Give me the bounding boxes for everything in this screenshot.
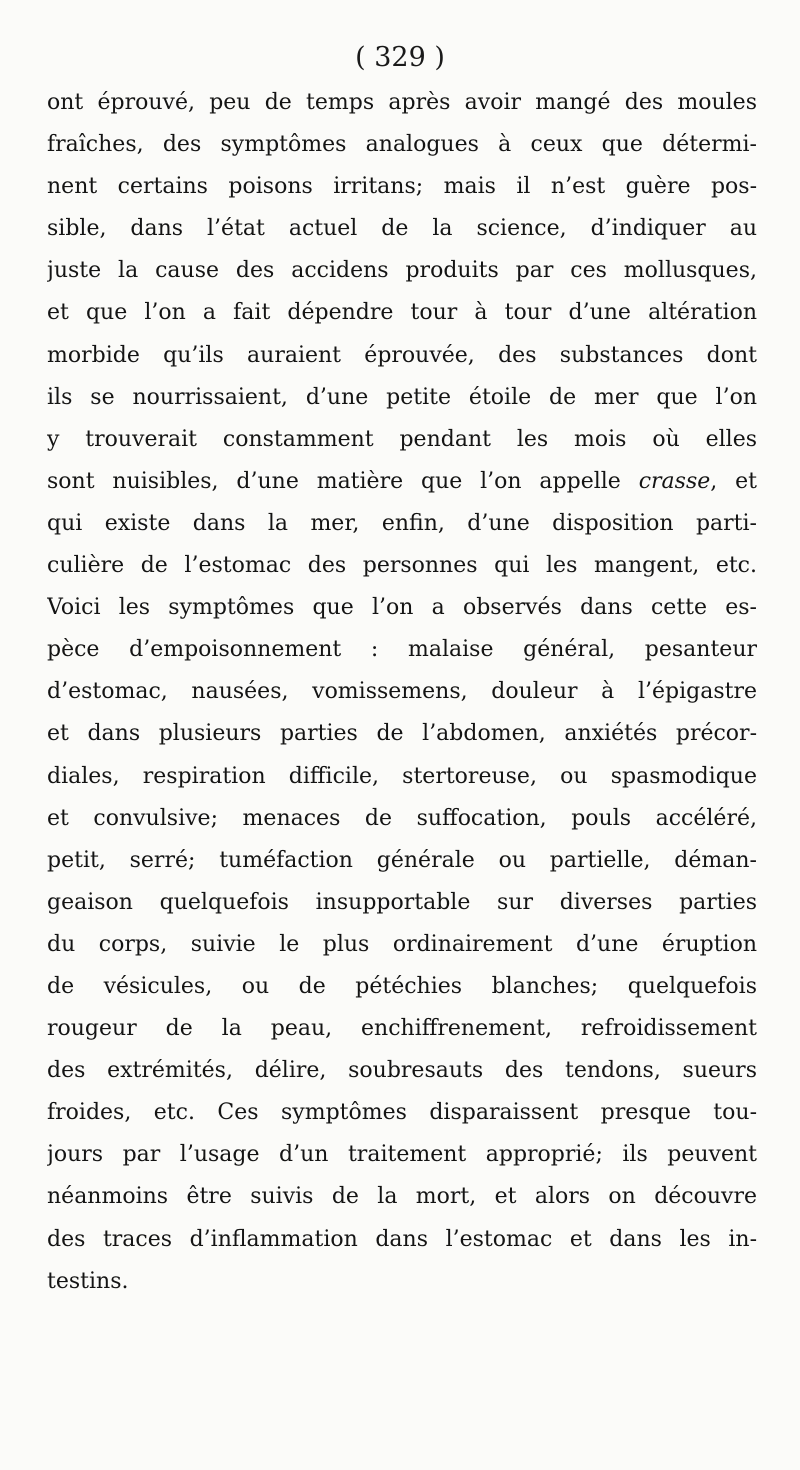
text-line: d’estomac, nausées, vomissemens, douleur à l’épigastre [47, 679, 757, 705]
text-line: nent certains poisons irritans; mais il n’est guère pos- [47, 174, 757, 200]
text-line: ont éprouvé, peu de temps après avoir mangé des moules [47, 90, 757, 115]
text-line: rougeur de la peau, enchiffrenement, refroidissement [47, 1016, 757, 1042]
italic-word: crasse [638, 468, 711, 494]
text-line: petit, serré; tuméfaction générale ou partielle, déman- [47, 847, 757, 873]
text-line: ils se nourrissaient, d’une petite étoile de mer que l’on [47, 384, 757, 410]
text-line: Voici les symptômes que l’on a observés dans cette es- [47, 595, 757, 621]
text-line: qui existe dans la mer, enfin, d’une disposition parti- [47, 510, 757, 536]
text-line: geaison quelquefois insupportable sur diverses parties [47, 889, 757, 915]
text-line: froides, etc. Ces symptômes disparaissent presque tou- [47, 1100, 757, 1126]
text-line: fraîches, des symptômes analogues à ceux que détermi- [47, 132, 757, 158]
text-line: sont nuisibles, d’une matière que l’on appelle crasse, et [47, 468, 757, 494]
text-line: néanmoins être suivis de la mort, et alors on découvre [47, 1184, 757, 1210]
text-line: et que l’on a fait dépendre tour à tour d’une altération [47, 300, 757, 326]
text-line: des traces d’inflammation dans l’estomac et dans les in- [47, 1226, 757, 1252]
text-line: pèce d’empoisonnement : malaise général, pesanteur [47, 637, 757, 663]
text-line: et convulsive; menaces de suffocation, pouls accéléré, [47, 805, 757, 831]
text-line: du corps, suivie le plus ordinairement d’une éruption [47, 931, 757, 957]
page-number: ( 329 ) [355, 42, 445, 73]
text-line: et dans plusieurs parties de l’abdomen, anxiétés précor- [47, 721, 757, 747]
text-line: testins. [47, 1268, 129, 1294]
text-line: juste la cause des accidens produits par ces mollusques, [47, 258, 757, 284]
text-line: culière de l’estomac des personnes qui les mangent, etc. [47, 553, 757, 579]
text-line: diales, respiration difficile, stertoreuse, ou spasmodique [47, 763, 757, 789]
text-line: y trouverait constamment pendant les mois où elles [47, 426, 757, 452]
text-line: sible, dans l’état actuel de la science, d’indiquer au [47, 216, 757, 242]
body-text [47, 82, 757, 1303]
text-line: jours par l’usage d’un traitement approprié; ils peuvent [47, 1142, 757, 1168]
text-line: de vésicules, ou de pétéchies blanches; quelquefois [47, 973, 757, 999]
text-line: morbide qu’ils auraient éprouvée, des substances dont [47, 342, 757, 368]
text-line: des extrémités, délire, soubresauts des tendons, sueurs [47, 1058, 757, 1084]
